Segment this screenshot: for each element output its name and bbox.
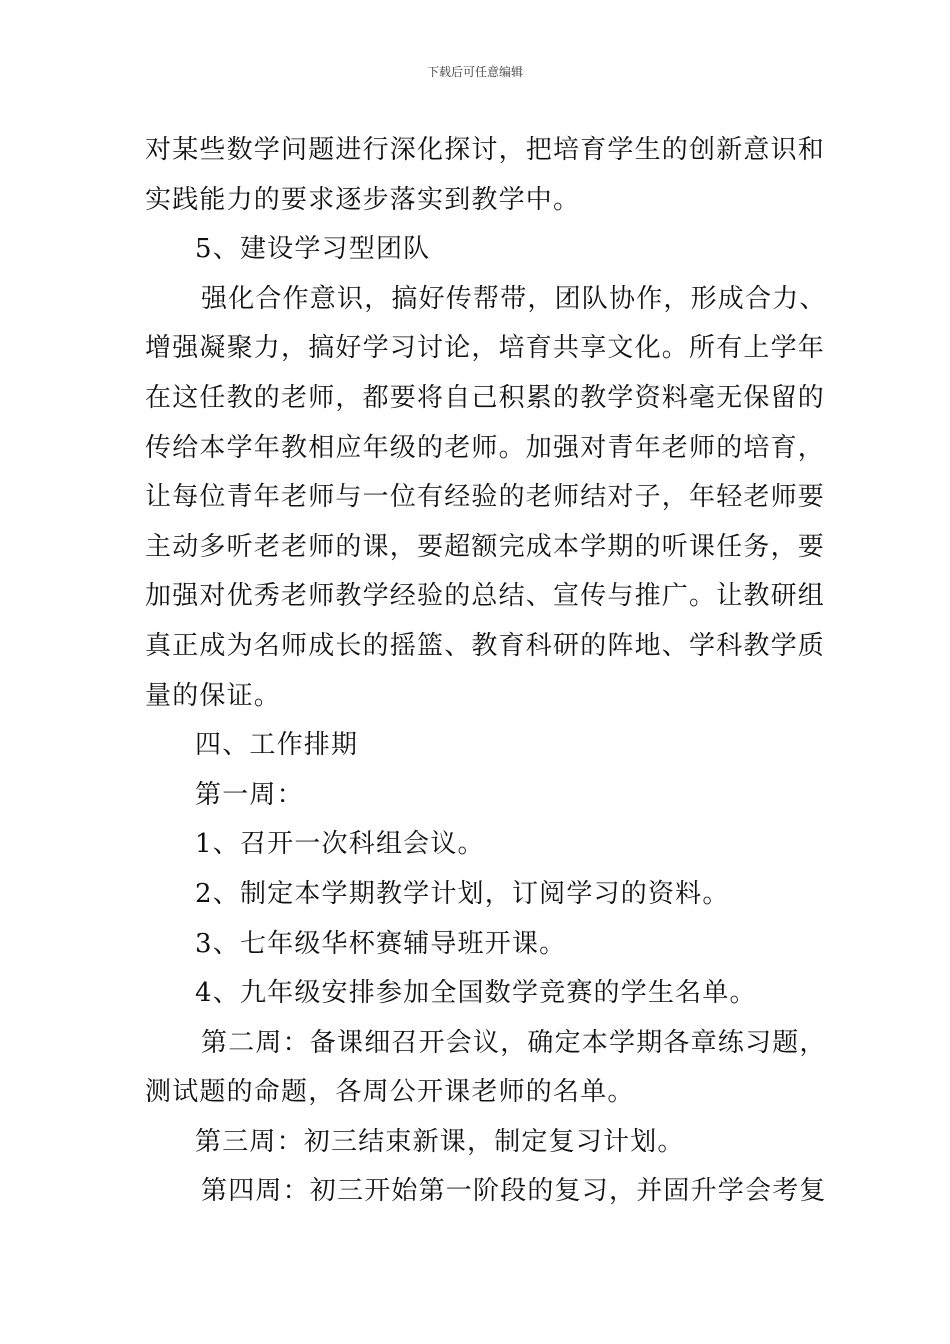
paragraph-line: 强化合作意识，搞好传帮带，团队协作，形成合力、 xyxy=(201,283,827,314)
list-item: 3、七年级华杯赛辅导班开课。 xyxy=(195,928,567,959)
paragraph-line: 主动多听老老师的课，要超额完成本学期的听课任务，要 xyxy=(145,531,826,562)
paragraph-line: 测试题的命题，各周公开课老师的名单。 xyxy=(145,1077,635,1108)
list-item: 4、九年级安排参加全国数学竞赛的学生名单。 xyxy=(195,978,757,1009)
paragraph-line: 加强对优秀老师教学经验的总结、宣传与推广。让教研组 xyxy=(145,581,826,612)
section-heading: 四、工作排期 xyxy=(195,730,359,761)
paragraph-line: 对某些数学问题进行深化探讨，把培育学生的创新意识和 xyxy=(145,135,826,165)
list-item: 1、召开一次科组会议。 xyxy=(195,829,485,860)
paragraph-line: 让每位青年老师与一位有经验的老师结对子，年轻老师要 xyxy=(145,482,826,513)
list-item: 2、制定本学期教学计划，订阅学习的资料。 xyxy=(195,878,730,909)
paragraph-line: 量的保证。 xyxy=(145,680,282,711)
page-header: 下载后可任意编辑 xyxy=(426,65,523,79)
paragraph-line: 在这任教的老师，都要将自己积累的教学资料毫无保留的 xyxy=(145,382,826,413)
paragraph-line: 真正成为名师成长的摇篮、教育科研的阵地、学科教学质 xyxy=(145,630,826,661)
paragraph-line: 第四周：初三开始第一阶段的复习，并固升学会考复 xyxy=(201,1176,827,1207)
paragraph-line: 实践能力的要求逐步落实到教学中。 xyxy=(145,184,581,215)
paragraph-line: 第三周：初三结束新课，制定复习计划。 xyxy=(195,1126,685,1157)
paragraph-line: 第二周：备课细召开会议，确定本学期各章练习题， xyxy=(201,1027,827,1058)
week-heading: 第一周： xyxy=(195,779,304,810)
section-heading: 5、建设学习型团队 xyxy=(195,234,431,265)
paragraph-line: 增强凝聚力，搞好学习讨论，培育共享文化。所有上学年 xyxy=(145,333,826,364)
document-body xyxy=(145,126,827,1217)
paragraph-line: 传给本学年教相应年级的老师。加强对青年老师的培育， xyxy=(145,432,826,463)
